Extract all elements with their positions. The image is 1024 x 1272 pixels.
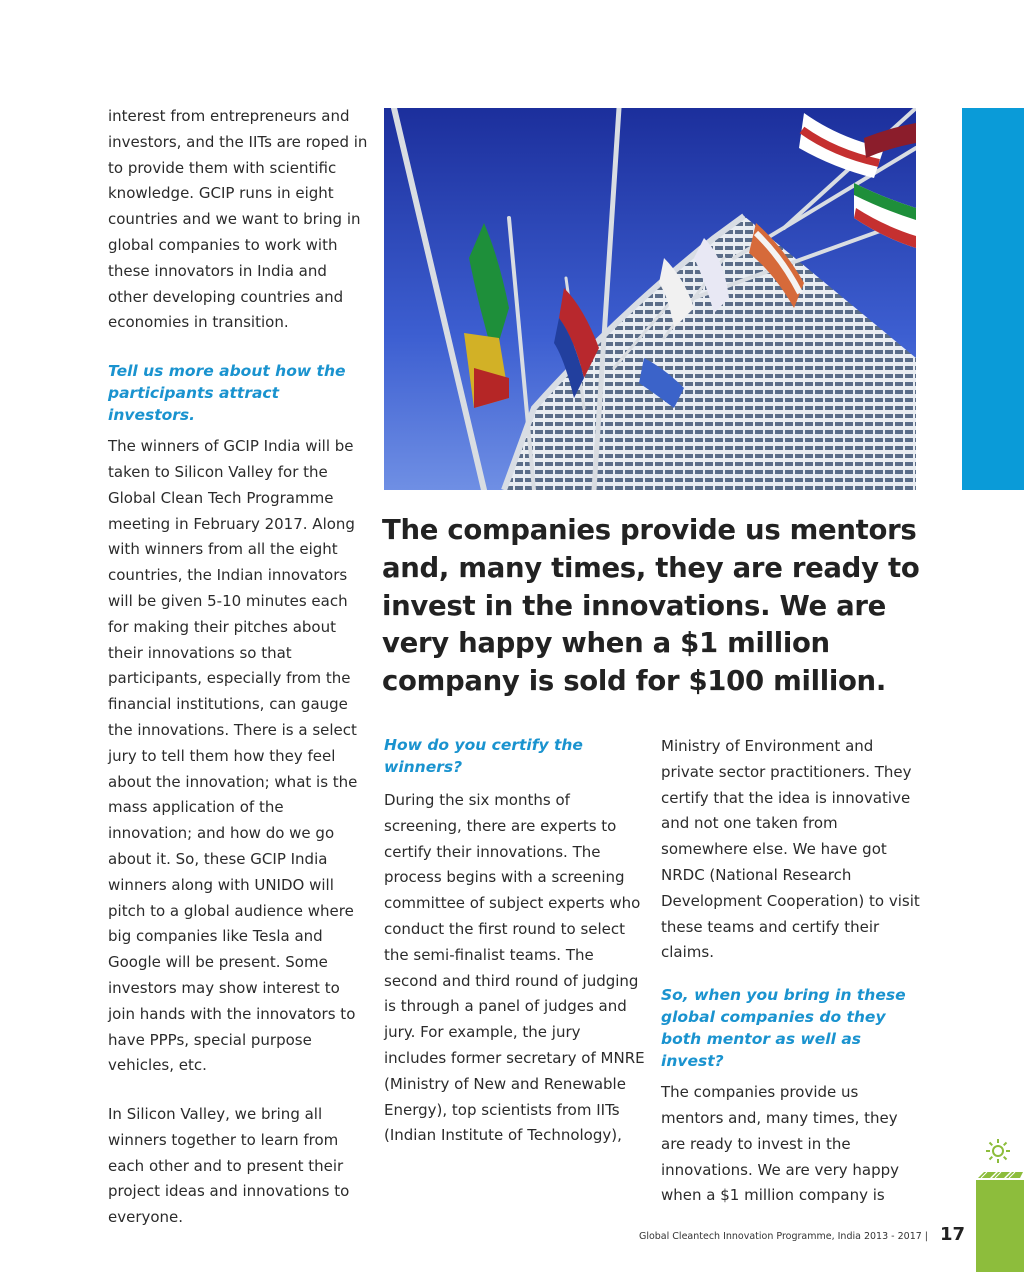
green-side-tab [976,1188,1024,1272]
sun-icon [985,1138,1011,1164]
middle-column [384,734,646,1149]
answer-certify-paragraph: During the six months of screening, there are experts to certify their innovations. The process begins with a screening committee of subject experts who conduct the first round to select the semi-finalist teams. The second and third round of judging is through a panel of judges and jury. For example, the jury includes former secretary of MNRE (Ministry of New and Renewable Energy), top scientists from IITs (Indian Institute of Technology), [384,791,645,1145]
left-column [108,104,368,1231]
page-number: 17 [940,1224,966,1245]
question-certify: How do you certify the winners? [384,736,583,776]
right-column [661,734,923,1209]
footer-text: Global Cleantech Innovation Programme, India 2013 - 2017 | [638,1231,928,1242]
pull-quote: The companies provide us mentors and, many times, they are ready to invest in the innovations. We are very happy when a $1 million company is sold for $100 million. [382,514,920,698]
un-flags-photo [384,108,916,490]
blue-side-tab [962,108,1024,490]
answer-certify-continued: Ministry of Environment and private sector practitioners. They certify that the idea is innovative and not one taken from somewhere else. We have got NRDC (National Research Development Cooperation) to visit these teams and certify their claims. [661,737,920,962]
answer-investors-paragraph: The winners of GCIP India will be taken to Silicon Valley for the Global Clean Tech Programme meeting in February 2017. Along with winners from all the eight countries, the Indian innovators will be given 5-10 minutes each for making their pitches about their innovations so that participants, especially from the financial institutions, can gauge the innovations. There is a select jury to tell them how they feel about the innovation; what is the mass application of the innovation; and how do we go about it. So, these GCIP India winners along with UNIDO will pitch to a global audience where big companies like Tesla and Google will be present. Some investors may show interest to join hands with the innovators to have PPPs, special purpose vehicles, etc. [108,437,358,1075]
solar-panels-icon [976,1168,1024,1190]
answer-mentor-invest-paragraph: The companies provide us mentors and, many times, they are ready to invest in the innovations. We are very happy when a $1 million company is [661,1083,900,1205]
question-mentor-invest: So, when you bring in these global companies do they both mentor as well as invest? [661,986,906,1071]
question-investors: Tell us more about how the participants attract investors. [108,362,346,425]
intro-paragraph: interest from entrepreneurs and investors, and the IITs are roped in to provide them with scientific knowledge. GCIP runs in eight countries and we want to bring in global companies to work with these innovators in India and other developing countries and economies in transition. [108,107,368,332]
silicon-valley-paragraph: In Silicon Valley, we bring all winners together to learn from each other and to present their project ideas and innovations to everyone. [108,1105,350,1227]
